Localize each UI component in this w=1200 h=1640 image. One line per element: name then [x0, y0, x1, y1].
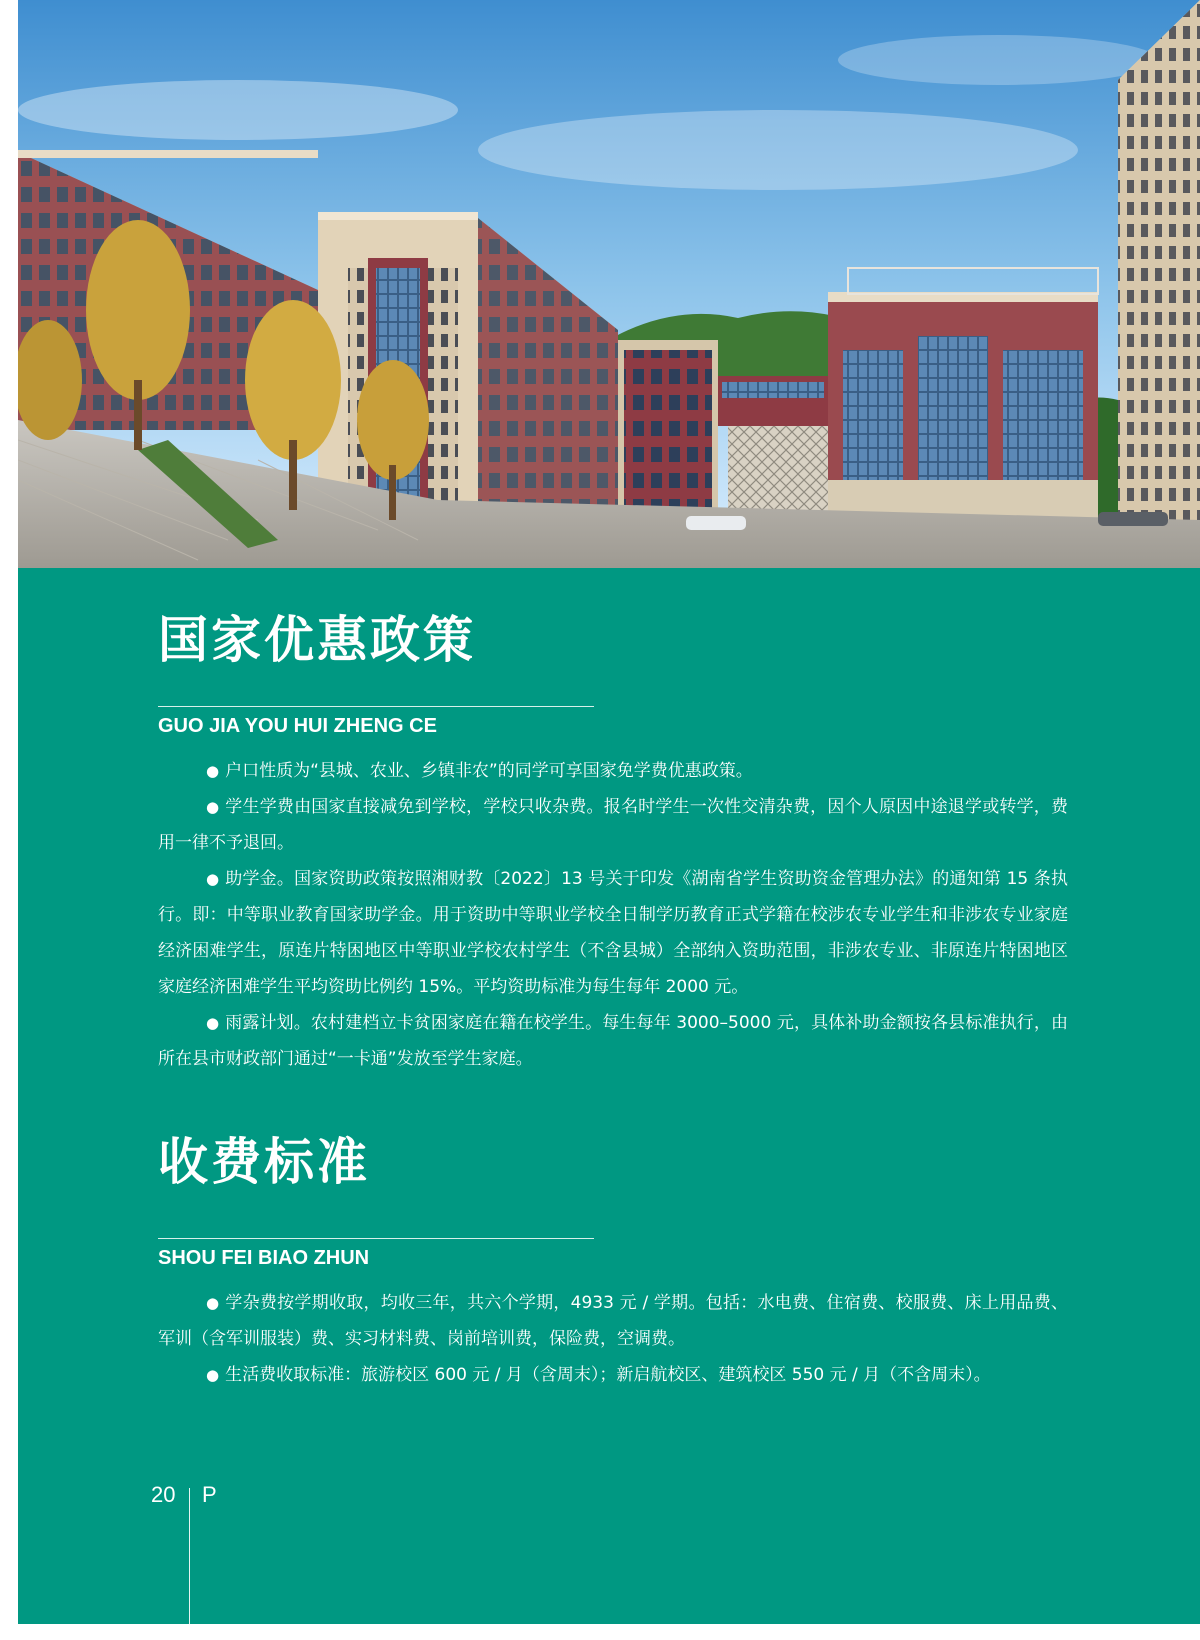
policy-paragraph: ● 户口性质为“县城、农业、乡镇非农”的同学可享国家免学费优惠政策。: [206, 761, 753, 781]
bullet-icon: ●: [206, 1014, 220, 1032]
page-number: 20: [151, 1482, 176, 1507]
bullet-icon: ●: [206, 762, 220, 780]
bullet-icon: ●: [206, 1366, 220, 1384]
page-divider: [189, 1488, 190, 1624]
policy-paragraph: ● 雨露计划。农村建档立卡贫困家庭在籍在校学生。每生每年 3000–5000 元，具体补助金额按各县标准执行，由所在县市财政部门通过“一卡通”发放至学生家庭。: [158, 1013, 1068, 1069]
bullet-icon: ●: [206, 1294, 220, 1312]
policy-paragraph: ● 学生学费由国家直接减免到学校，学校只收杂费。报名时学生一次性交清杂费，因个人原因中途退学或转学，费用一律不予退回。: [158, 797, 1068, 853]
policy-body: [158, 753, 1068, 1077]
section-title-fees: 收费标准: [158, 1133, 370, 1191]
page-letter: P: [202, 1482, 217, 1507]
fees-paragraph: ● 学杂费按学期收取，均收三年，共六个学期，4933 元 / 学期。包括：水电费、住宿费、校服费、床上用品费、军训（含军训服装）费、实习材料费、岗前培训费，保险费，空调费。: [158, 1293, 1068, 1349]
campus-building-photo: [18, 0, 1200, 568]
section-pinyin-fees: SHOU FEI BIAO ZHUN: [158, 1247, 370, 1269]
section-title-policy: 国家优惠政策: [158, 611, 476, 669]
title-underline: [158, 706, 594, 707]
fees-paragraph: ● 生活费收取标准：旅游校区 600 元 / 月（含周末）；新启航校区、建筑校区 550 元 / 月（不含周末）。: [206, 1365, 991, 1385]
bullet-icon: ●: [206, 870, 220, 888]
content-panel: [18, 568, 1200, 1624]
section-pinyin-policy: GUO JIA YOU HUI ZHENG CE: [158, 715, 437, 737]
policy-paragraph: ● 助学金。国家资助政策按照湘财教〔2022〕13 号关于印发《湖南省学生资助资金管理办法》的通知第 15 条执行。即：中等职业教育国家助学金。用于资助中等职业学校全日制学历教育正式学籍在校涉农专业学生和非涉农专业家庭经济困难学生，原连片特困地区中等职业学校农村学生（不含县城）全部纳入资助范围，非涉农专业、非原连片特困地区家庭经济困难学生平均资助比例约 15%。平均资助标准为每生每年 2000 元。: [158, 869, 1068, 997]
bullet-icon: ●: [206, 798, 220, 816]
title-underline: [158, 1238, 594, 1239]
fees-body: [158, 1285, 1068, 1393]
